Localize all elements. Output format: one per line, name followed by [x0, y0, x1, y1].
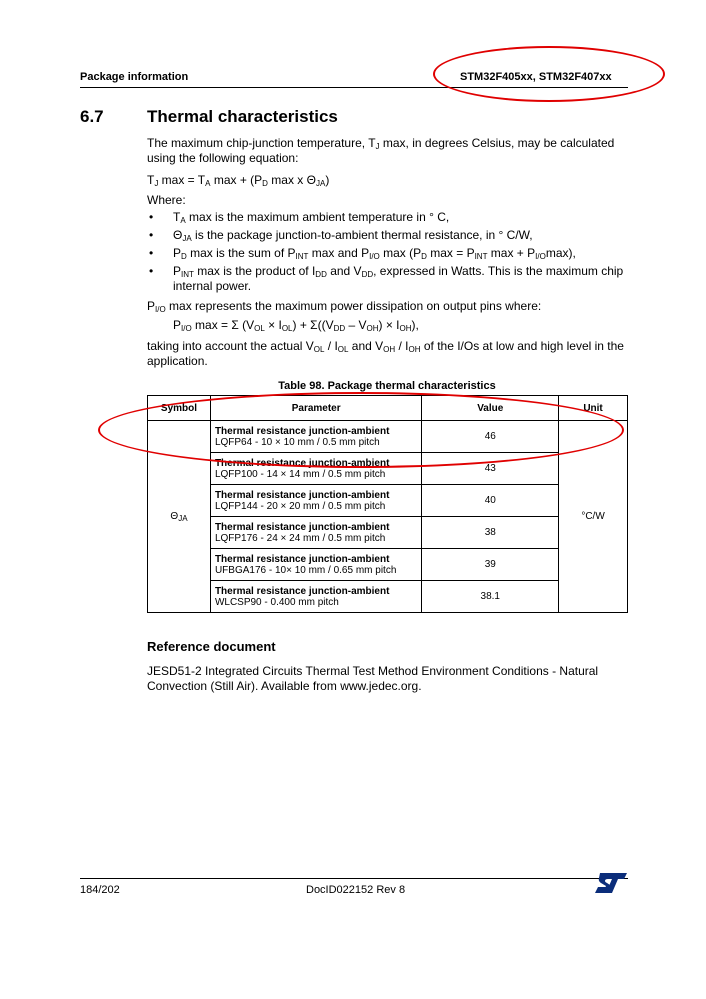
table-row: [148, 549, 628, 581]
bullet-glyph: •: [149, 228, 154, 242]
pio-equation: $P_{I/O}$ max = Σ $(V_{OL} \times I_{OL}) + \Sigma((V_{DD} - V_{OH}) \times I_{OH})$,: [173, 318, 419, 333]
value-cell: 39: [422, 549, 559, 581]
where-label: Where:: [147, 193, 186, 207]
symbol-cell: $\Theta_{JA}$: [148, 421, 211, 613]
bullet-pd: $P_D$ max is the sum of $P_{INT}$ max and $P_{I/O}$ $\max (P_D$ $\max = P_{INT}$ $\max + P_{I/O}\max$),: [173, 246, 576, 261]
bullet-glyph: •: [149, 264, 154, 278]
bullet-glyph: •: [149, 246, 154, 260]
table-row: [148, 581, 628, 613]
reference-heading: Reference document: [147, 639, 276, 654]
value-cell: 38.1: [422, 581, 559, 613]
parameter-cell: Thermal resistance junction-ambient WLCSP90 - 0.400 mm pitch: [210, 581, 422, 613]
annotation-ellipse-table: [98, 392, 624, 468]
value-cell: 38: [422, 517, 559, 549]
parameter-cell: Thermal resistance junction-ambient LQFP64 - 10 × 10 mm / 0.5 mm pitch: [210, 421, 422, 453]
parameter-cell: Thermal resistance junction-ambient LQFP100 - 14 × 14 mm / 0.5 mm pitch: [210, 453, 422, 485]
parameter-cell: Thermal resistance junction-ambient LQFP176 - 24 × 24 mm / 0.5 mm pitch: [210, 517, 422, 549]
taking-paragraph: taking into account the actual $V_{OL} / I_{OL}$ and $V_{OH} / I_{OH}$ of the I/Os at low and high level in the application.: [147, 339, 624, 368]
value-cell: 46: [422, 421, 559, 453]
pio-paragraph: $P_{I/O}$ max represents the maximum power dissipation on output pins where:: [147, 299, 542, 314]
col-header-parameter: Parameter: [210, 396, 422, 421]
bullet-ta: $T_A$ max is the maximum ambient temperature in ° C,: [173, 210, 450, 225]
header-left: Package information: [80, 71, 189, 83]
equation-tj: $T_J$ $\max = T_A$ $\max + (P_D$ max x $\Theta_{JA}$): [147, 173, 330, 188]
bullet-glyph: •: [149, 210, 154, 224]
unit-cell: °C/W: [559, 421, 628, 613]
section-number: 6.7: [80, 107, 104, 126]
col-header-symbol: Symbol: [148, 396, 211, 421]
parameter-cell: Thermal resistance junction-ambient LQFP144 - 20 × 20 mm / 0.5 mm pitch: [210, 485, 422, 517]
reference-text: JESD51-2 Integrated Circuits Thermal Test Method Environment Conditions - Natural Convection (Still Air). Available from www.jedec.org.: [147, 664, 599, 693]
value-cell: 43: [422, 453, 559, 485]
page-number: 184/202: [80, 884, 120, 896]
table-caption: Table 98. Package thermal characteristics: [278, 380, 496, 392]
annotation-ellipse-header: [433, 46, 665, 102]
footer-rule: [80, 878, 628, 879]
parameter-cell: Thermal resistance junction-ambient UFBGA176 - 10× 10 mm / 0.65 mm pitch: [210, 549, 422, 581]
col-header-unit: Unit: [559, 396, 628, 421]
col-header-value: Value: [422, 396, 559, 421]
header-right: STM32F405xx, STM32F407xx: [460, 71, 612, 83]
value-cell: 40: [422, 485, 559, 517]
intro-paragraph: The maximum chip-junction temperature, $T_J$ max, in degrees Celsius, may be calculated using the following equation:: [147, 136, 615, 165]
table-row: [148, 517, 628, 549]
section-title: Thermal characteristics: [147, 107, 338, 126]
doc-id: DocID022152 Rev 8: [306, 884, 406, 896]
bullet-theta: $\Theta_{JA}$ is the package junction-to-ambient thermal resistance, in ° C/W,: [173, 228, 533, 243]
table-row: [148, 485, 628, 517]
st-logo: [594, 872, 628, 897]
bullet-pint: $P_{INT}$ max is the product of $I_{DD}$ and $V_{DD}$, expressed in Watts. This is the maximum chip internal power.: [173, 264, 624, 293]
st-logo-icon: [594, 872, 628, 894]
